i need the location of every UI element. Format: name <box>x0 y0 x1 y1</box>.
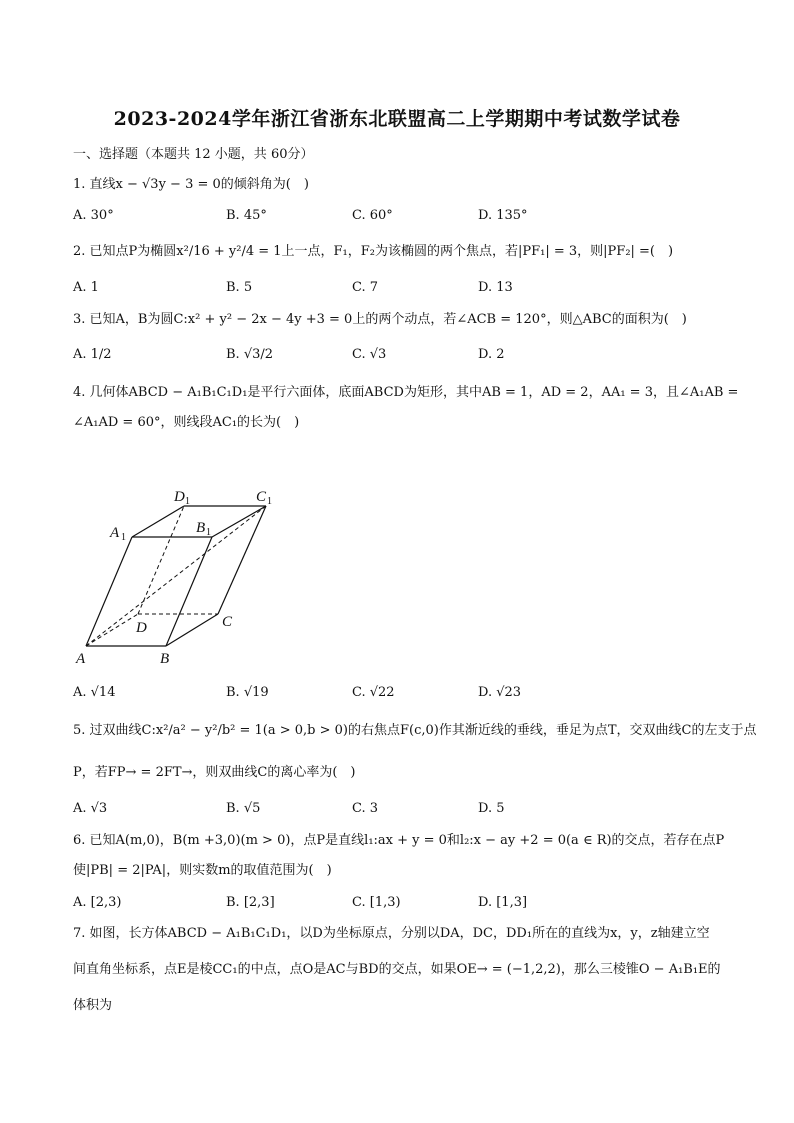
label-c1: C <box>256 489 267 505</box>
question-5-stem-line2: P，若FP→ = 2FT→，则双曲线C的离心率为( ) <box>73 765 356 780</box>
question-2-stem: 2. 已知点P为椭圆x²/16 + y²/4 = 1上一点，F₁，F₂为该椭圆的两个焦点，若|PF₁| = 3，则|PF₂| =( ) <box>73 244 674 259</box>
question-4-stem-line1: 4. 几何体ABCD − A₁B₁C₁D₁是平行六面体，底面ABCD为矩形，其中AB = 1，AD = 2，AA₁ = 3，且∠A₁AB = <box>73 385 739 400</box>
label-c: C <box>222 614 233 630</box>
question-5-stem-line1: 5. 过双曲线C:x²/a² − y²/b² = 1(a > 0,b > 0)的右焦点F(c,0)作其渐近线的垂线，垂足为点T，交双曲线C的左支于点 <box>73 723 757 738</box>
question-6-stem-line2: 使|PB| = 2|PA|，则实数m的取值范围为( ) <box>73 863 332 878</box>
edge-cc1 <box>218 506 266 614</box>
parallelepiped-figure <box>70 482 290 672</box>
label-d1: D <box>174 489 185 505</box>
q4-option-c: C. √22 <box>352 685 395 700</box>
section-heading: 一、选择题（本题共 12 小题，共 60分） <box>73 147 314 162</box>
q5-option-c: C. 3 <box>352 801 379 816</box>
q3-option-c: C. √3 <box>352 347 387 362</box>
edge-dd1-hidden <box>138 506 184 614</box>
q1-option-b: B. 45° <box>226 208 267 223</box>
label-d: D <box>136 620 147 636</box>
q3-option-d: D. 2 <box>478 347 505 362</box>
label-c1-sub: 1 <box>267 496 272 507</box>
q6-option-a: A. [2,3) <box>73 895 122 910</box>
label-a: A <box>76 651 86 667</box>
question-6-stem-line1: 6. 已知A(m,0)，B(m +3,0)(m > 0)，点P是直线l₁:ax + y = 0和l₂:x − ay +2 = 0(a ∈ R)的交点，若存在点P <box>73 833 725 848</box>
q4-option-d: D. √23 <box>478 685 522 700</box>
edge-aa1 <box>86 537 132 646</box>
q5-option-d: D. 5 <box>478 801 505 816</box>
q2-option-c: C. 7 <box>352 280 379 295</box>
question-1-stem: 1. 直线x − √3y − 3 = 0的倾斜角为( ) <box>73 177 309 192</box>
q2-option-b: B. 5 <box>226 280 253 295</box>
q1-option-c: C. 60° <box>352 208 393 223</box>
q2-option-a: A. 1 <box>73 280 99 295</box>
q4-option-b: B. √19 <box>226 685 269 700</box>
edge-b1c1 <box>212 506 266 537</box>
edge-d1a1 <box>132 506 184 537</box>
q6-option-c: C. [1,3) <box>352 895 401 910</box>
question-7-stem-line2: 间直角坐标系，点E是棱CC₁的中点，点O是AC与BD的交点，如果OE→ = (−1,2,2)，那么三棱锥O − A₁B₁E的 <box>73 962 721 977</box>
edge-bc <box>166 614 218 646</box>
label-a1-sub: 1 <box>121 532 126 543</box>
label-a1: A <box>110 525 120 541</box>
q5-option-a: A. √3 <box>73 801 108 816</box>
question-3-stem: 3. 已知A，B为圆C:x² + y² − 2x − 4y +3 = 0上的两个动点，若∠ACB = 120°，则△ABC的面积为( ) <box>73 312 687 327</box>
question-7-stem-line3: 体积为 <box>73 998 113 1013</box>
q3-option-b: B. √3/2 <box>226 347 274 362</box>
label-b1-sub: 1 <box>206 527 211 538</box>
label-b: B <box>160 651 170 667</box>
exam-title: 2023-2024学年浙江省浙东北联盟高二上学期期中考试数学试卷 <box>113 108 681 130</box>
q6-option-d: D. [1,3] <box>478 895 528 910</box>
q4-option-a: A. √14 <box>73 685 116 700</box>
q3-option-a: A. 1/2 <box>73 347 112 362</box>
question-7-stem-line1: 7. 如图，长方体ABCD − A₁B₁C₁D₁，以D为坐标原点，分别以DA，DC，DD₁所在的直线为x，y，z轴建立空 <box>73 926 710 941</box>
q2-option-d: D. 13 <box>478 280 513 295</box>
q1-option-d: D. 135° <box>478 208 528 223</box>
q5-option-b: B. √5 <box>226 801 261 816</box>
edge-ad-hidden <box>86 614 138 646</box>
question-4-stem-line2: ∠A₁AD = 60°，则线段AC₁的长为( ) <box>73 415 300 430</box>
q1-option-a: A. 30° <box>73 208 114 223</box>
label-b1: B <box>196 520 206 536</box>
label-d1-sub: 1 <box>185 496 190 507</box>
q6-option-b: B. [2,3] <box>226 895 275 910</box>
